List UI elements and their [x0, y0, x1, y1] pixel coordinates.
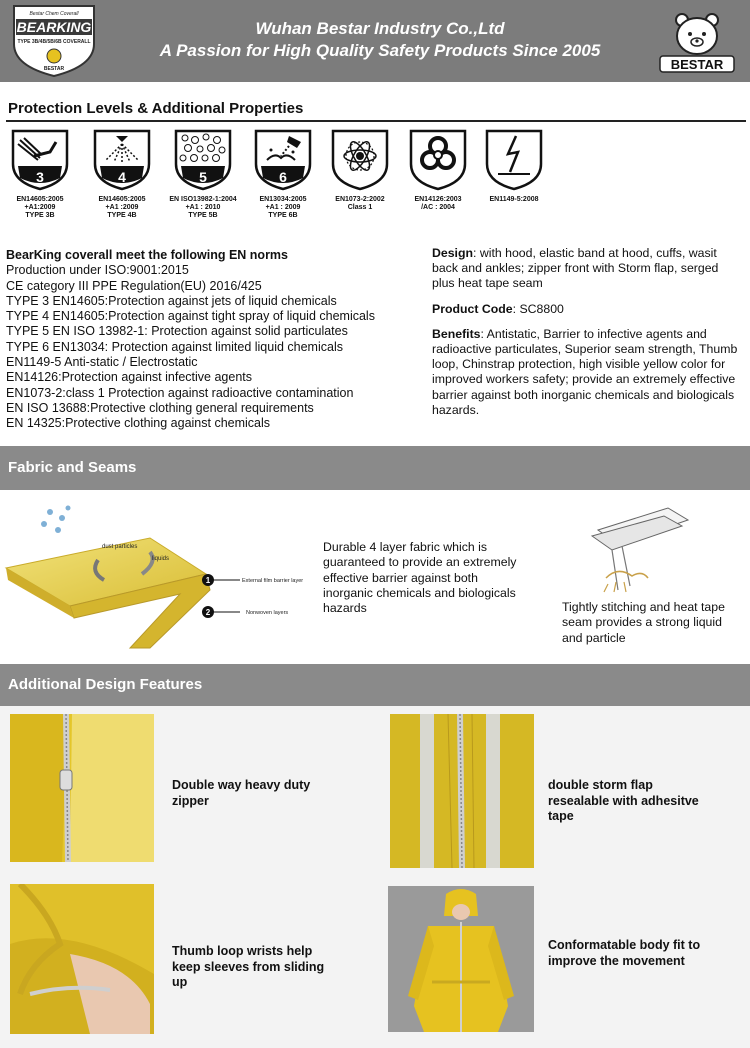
biohazard-caption: EN14126:2003 /AC : 2004 — [414, 196, 462, 211]
feature-thumb-loop-text: Thumb loop wrists help keep sleeves from sliding up — [172, 944, 325, 989]
type6-pictogram — [243, 128, 323, 220]
brand-type-text: TYPE 3B/4B/5B/6B COVERALL — [17, 39, 91, 45]
type6-caption: EN13034:2005 +A1 : 2009 TYPE 6B — [259, 196, 307, 219]
pictogram-row — [0, 128, 750, 240]
type5-caption: EN ISO13982-1:2004 +A1 : 2010 TYPE 5B — [169, 196, 237, 219]
protection-section-title: Protection Levels & Additional Properties — [8, 100, 304, 117]
type5-pictogram — [160, 128, 246, 220]
norm-line: EN1073-2:class 1 Protection against radioactive contamination — [6, 385, 354, 400]
bestar-bear-logo — [652, 8, 742, 76]
feature-storm-flap-text: double storm flap resealable with adhesitve tape — [548, 778, 699, 823]
radioactive-particle-icon — [330, 128, 390, 192]
norm-line: TYPE 6 EN13034: Protection against limited liquid chemicals — [6, 339, 343, 354]
bearking-shield-logo — [10, 4, 98, 78]
product-details — [432, 246, 744, 428]
bestar-logo-text: BESTAR — [670, 57, 724, 72]
splash-icon — [253, 128, 313, 192]
seam-description: Tightly stitching and heat tape seam provides a strong liquid and particle — [562, 600, 725, 645]
type4-number: 4 — [118, 169, 126, 185]
norm-line: EN14126:Protection against infective agents — [6, 370, 252, 385]
norm-line: EN 14325:Protective clothing against chemicals — [6, 416, 271, 431]
seam-tape-illustration — [578, 500, 698, 595]
type6-number: 6 — [279, 169, 287, 185]
norm-line: EN1149-5 Anti-static / Electrostatic — [6, 355, 198, 370]
brand-small-text: Bestar Chem Coverall — [29, 11, 79, 17]
en-norms-list — [6, 248, 418, 432]
design-paragraph — [432, 246, 744, 292]
antistatic-icon — [484, 128, 544, 192]
norm-line: EN ISO 13688:Protective clothing general requirements — [6, 400, 314, 415]
page-header — [0, 0, 750, 82]
norms-heading: BearKing coverall meet the following EN norms — [6, 248, 289, 262]
product-code-value: : SC8800 — [512, 301, 564, 316]
type5-number: 5 — [199, 169, 207, 185]
feature-body-fit-text: Conformatable body fit to improve the movement — [548, 938, 701, 968]
type4-caption: EN14605:2005 +A1 :2009 TYPE 4B — [98, 196, 146, 219]
thumb-loop-photo — [10, 884, 154, 1034]
layer2-label: Nonwoven layers — [246, 610, 289, 616]
antistatic-pictogram — [474, 128, 554, 204]
zipper-photo — [10, 714, 154, 862]
layer1-label: External film barrier layer — [242, 578, 304, 584]
radioactive-pictogram — [320, 128, 400, 212]
liquids-label: liquids — [152, 556, 170, 562]
biohazard-icon — [408, 128, 468, 192]
storm-flap-photo — [390, 714, 534, 868]
type3-pictogram — [0, 128, 80, 220]
dust-particles-label: dust particles — [102, 544, 138, 550]
type4-pictogram — [82, 128, 162, 220]
company-name: Wuhan Bestar Industry Co.,Ltd — [255, 19, 505, 38]
section-divider — [6, 120, 746, 122]
brand-badge-text: BESTAR — [43, 66, 65, 72]
type3-caption: EN14605:2005 +A1:2009 TYPE 3B — [16, 196, 64, 219]
product-code-label: Product Code — [432, 301, 513, 316]
brand-name-text: BEARKING — [16, 19, 92, 35]
norm-line: Production under ISO:9001:2015 — [6, 263, 189, 278]
product-code-paragraph — [432, 302, 744, 317]
layer2-number: 2 — [205, 608, 211, 617]
antistatic-caption: EN1149-5:2008 — [489, 196, 539, 203]
features-section-band: Additional Design Features — [0, 664, 750, 706]
feature-zipper-text: Double way heavy duty zipper — [172, 778, 311, 808]
biohazard-pictogram — [398, 128, 478, 212]
liquid-jet-icon — [10, 128, 70, 192]
norm-line: TYPE 5 EN ISO 13982-1: Protection against solid particulates — [6, 324, 348, 339]
design-text: : with hood, elastic band at hood, cuffs, wasit back and ankles; zipper front with Storm flap, serged plus heat tape seam — [432, 246, 719, 291]
company-slogan: A Passion for High Quality Safety Products Since 2005 — [159, 41, 601, 60]
spray-icon — [92, 128, 152, 192]
particulate-icon — [173, 128, 233, 192]
norm-line: CE category III PPE Regulation(EU) 2016/425 — [6, 278, 262, 293]
fabric-layers-illustration — [0, 498, 320, 658]
header-title-block — [120, 18, 640, 62]
fabric-section-band: Fabric and Seams — [0, 446, 750, 490]
radioactive-caption: EN1073-2:2002 Class 1 — [335, 196, 385, 211]
benefits-label: Benefits — [432, 326, 481, 341]
layer1-number: 1 — [205, 576, 211, 585]
body-fit-photo — [388, 886, 534, 1032]
design-label: Design — [432, 246, 473, 260]
norm-line: TYPE 4 EN14605:Protection against tight spray of liquid chemicals — [6, 309, 375, 324]
type3-number: 3 — [36, 169, 44, 185]
norm-line: TYPE 3 EN14605:Protection against jets of liquid chemicals — [6, 293, 337, 308]
benefits-text: : Antistatic, Barrier to infective agents and radioactive particulates, Superior seam strength, Thumb loop, Chinstrap protection, high visible yellow color for improved workers safety; provide an extremely effective barrier against both inorganic chemicals and biologicals hazards. — [432, 326, 738, 417]
fabric-description: Durable 4 layer fabric which is guaranteed to provide an extremely effective barrier against both inorganic chemicals and biologicals hazards — [323, 540, 517, 616]
features-grid — [0, 706, 750, 1048]
benefits-paragraph — [432, 327, 744, 418]
